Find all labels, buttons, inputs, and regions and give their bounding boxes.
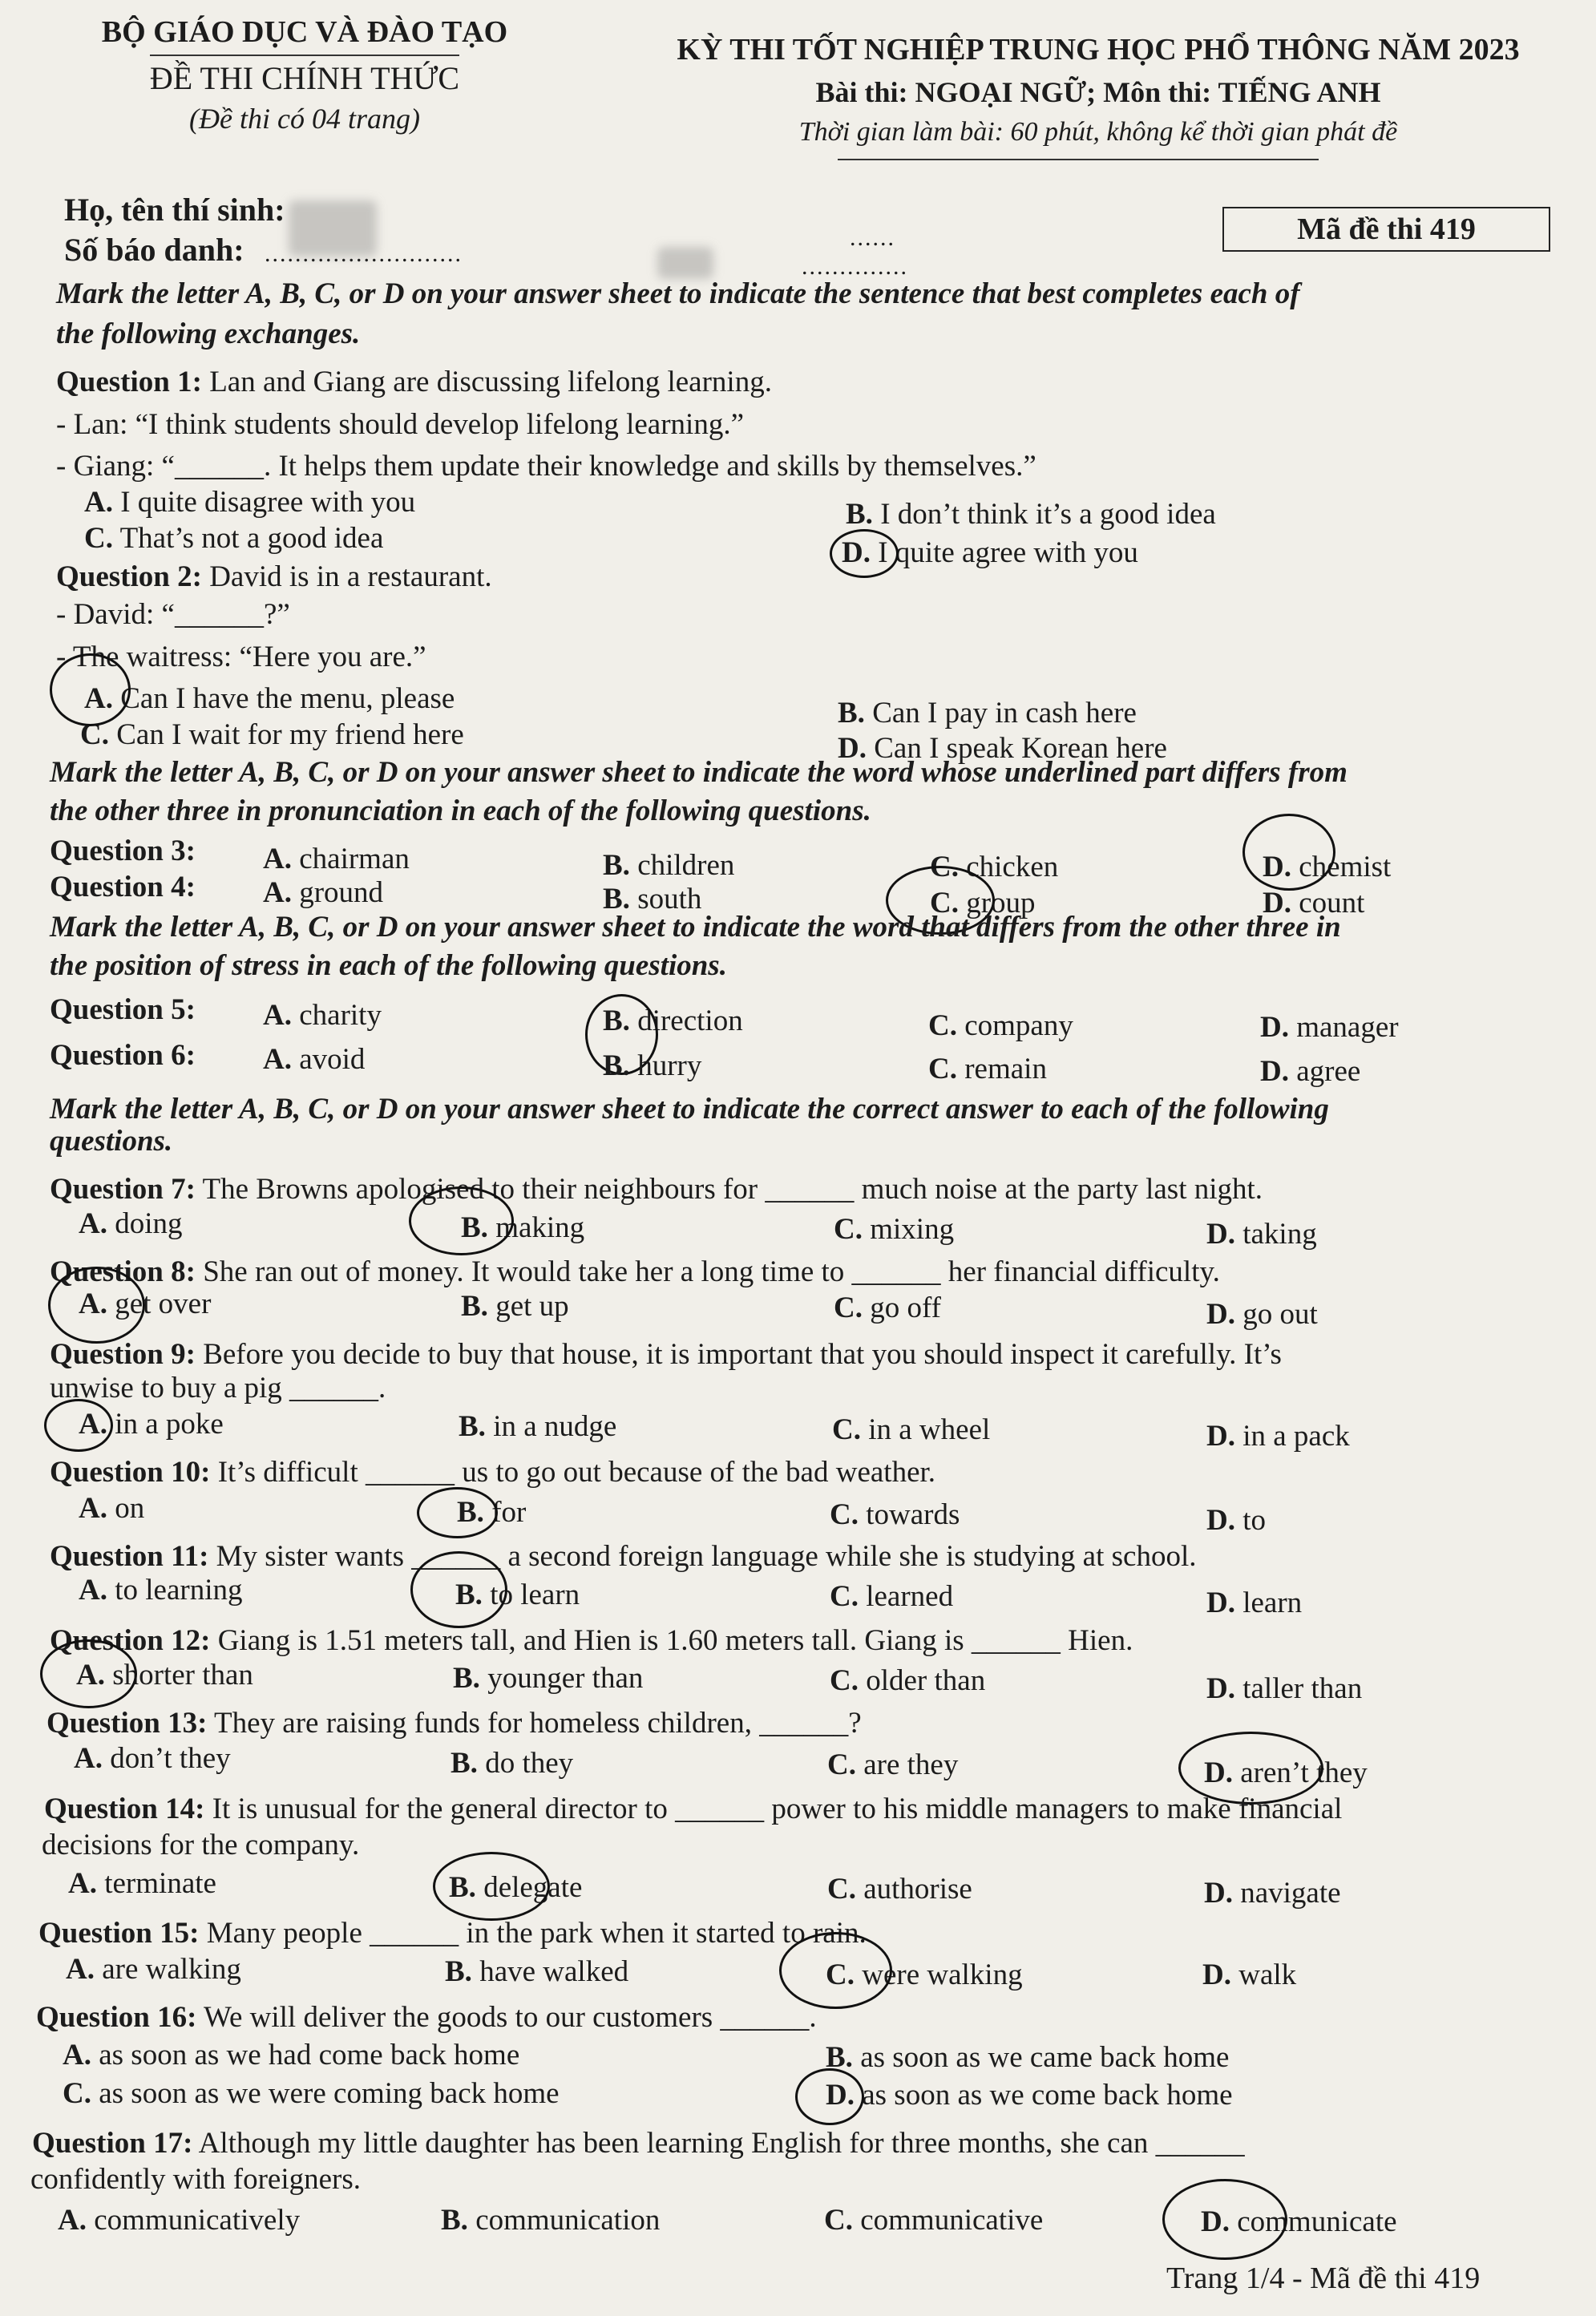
option-text: were walking	[862, 1958, 1023, 1991]
option-letter: D.	[1202, 1958, 1231, 1991]
question-number: Question 16:	[36, 2001, 197, 2034]
option-b[interactable]	[603, 848, 734, 883]
option-letter: D.	[1260, 1011, 1289, 1044]
option-c[interactable]	[830, 1663, 985, 1698]
option-text: get over	[115, 1287, 212, 1320]
option-text: I don’t think it’s a good idea	[880, 498, 1216, 531]
option-text: do they	[485, 1747, 574, 1780]
section-2-instruction: Mark the letter A, B, C, or D on your answer sheet to indicate the word whose underlined part differs from	[50, 756, 1348, 789]
option-c[interactable]	[824, 2203, 1043, 2237]
answer-mark-circle	[1242, 814, 1335, 891]
option-text: taller than	[1242, 1672, 1363, 1705]
option-text: Can I speak Korean here	[874, 732, 1167, 765]
option-text: I quite disagree with you	[120, 486, 416, 519]
option-a[interactable]	[79, 1491, 144, 1526]
option-a[interactable]	[66, 1952, 241, 1987]
section-1-instruction: Mark the letter A, B, C, or D on your answer sheet to indicate the sentence that best completes each of	[56, 277, 1300, 310]
option-letter: A.	[79, 1574, 107, 1607]
option-a[interactable]	[58, 2203, 300, 2237]
question-number: Question 10:	[50, 1456, 211, 1489]
option-letter: B.	[838, 697, 865, 730]
option-letter: C.	[80, 718, 109, 751]
question-13	[46, 1706, 862, 1740]
answer-mark-circle	[1162, 2179, 1287, 2260]
option-letter: B.	[441, 2204, 468, 2237]
option-text: don’t they	[110, 1742, 231, 1775]
option-letter: A.	[79, 1492, 107, 1525]
option-letter: A.	[84, 682, 113, 715]
section-1-instruction-cont: the following exchanges.	[56, 317, 361, 350]
option-a[interactable]	[63, 2038, 519, 2072]
option-letter: D.	[1263, 851, 1291, 883]
option-b[interactable]	[451, 1746, 573, 1780]
option-letter: B.	[826, 2041, 853, 2074]
option-letter: C.	[834, 1213, 863, 1246]
question-text: It’s difficult ______ us to go out because of the bad weather.	[210, 1456, 936, 1489]
exam-type: ĐỀ THI CHÍNH THỨC	[150, 55, 459, 97]
option-letter: C.	[827, 1748, 856, 1781]
option-d[interactable]	[1206, 1586, 1302, 1620]
option-letter: C.	[830, 1664, 859, 1697]
option-letter: B.	[461, 1211, 488, 1244]
option-a[interactable]	[263, 842, 410, 876]
option-letter: D.	[1201, 2205, 1230, 2238]
question-text: We will deliver the goods to our customers ______.	[196, 2001, 817, 2034]
option-text: get up	[495, 1290, 569, 1323]
question-11	[50, 1539, 1196, 1574]
question-9-cont: unwise to buy a pig ______.	[50, 1372, 386, 1405]
option-text: Can I pay in cash here	[872, 697, 1137, 730]
option-text: as soon as we come back home	[862, 2079, 1233, 2112]
option-letter: A.	[66, 1953, 95, 1986]
question-2-line-2: - The waitress: “Here you are.”	[56, 641, 426, 673]
option-text: mixing	[870, 1213, 955, 1246]
option-letter: D.	[1206, 1586, 1235, 1619]
question-5	[50, 992, 196, 1027]
redacted-field-2	[657, 247, 713, 279]
option-letter: A.	[74, 1742, 103, 1775]
question-1-line-2: - Giang: “______. It helps them update their knowledge and skills by themselves.”	[56, 450, 1036, 483]
question-2	[56, 560, 492, 594]
question-text: My sister wants ______ a second foreign language while she is studying at school.	[208, 1540, 1197, 1573]
option-c[interactable]	[63, 2076, 560, 2111]
option-text: group	[966, 887, 1036, 920]
option-letter: A.	[79, 1287, 107, 1320]
answer-mark-circle	[44, 1399, 113, 1452]
option-text: Can I have the menu, please	[120, 682, 455, 715]
option-text: avoid	[299, 1043, 366, 1076]
redacted-field	[289, 200, 377, 257]
option-a[interactable]	[263, 998, 382, 1033]
option-letter: C.	[930, 887, 959, 920]
option-c[interactable]	[827, 1872, 972, 1906]
question-17-cont: confidently with foreigners.	[30, 2163, 362, 2196]
question-number: Question 2:	[56, 560, 202, 593]
option-a[interactable]	[79, 1207, 183, 1241]
option-text: remain	[964, 1053, 1047, 1085]
answer-mark-circle	[830, 529, 899, 578]
option-c[interactable]	[84, 521, 383, 556]
question-text: Giang is 1.51 meters tall, and Hien is 1.60 meters tall. Giang is ______ Hien.	[210, 1624, 1133, 1657]
question-text: It is unusual for the general director to ______ power to his middle managers to make financial	[204, 1793, 1343, 1825]
option-letter: A.	[263, 999, 292, 1032]
option-letter: B.	[455, 1578, 483, 1611]
option-letter: A.	[68, 1867, 97, 1900]
answer-mark-circle	[409, 1186, 514, 1255]
option-d[interactable]	[1206, 1419, 1350, 1453]
question-number: Question 1:	[56, 366, 202, 398]
option-letter: C.	[826, 1958, 855, 1991]
answer-mark-circle	[48, 1267, 145, 1344]
page-footer: Trang 1/4 - Mã đề thi 419	[1166, 2261, 1481, 2295]
option-text: in a wheel	[868, 1413, 991, 1446]
option-b[interactable]	[445, 1954, 628, 1989]
time-line: Thời gian làm bài: 60 phút, không kể thời gian phát đề	[798, 117, 1398, 147]
option-d[interactable]	[1260, 1054, 1360, 1089]
option-letter: D.	[1206, 1420, 1235, 1453]
option-text: as soon as we came back home	[860, 2041, 1230, 2074]
option-letter: B.	[603, 1049, 630, 1082]
question-12	[50, 1623, 1133, 1658]
option-text: I quite agree with you	[878, 536, 1138, 569]
option-letter: C.	[930, 851, 959, 883]
question-10	[50, 1455, 935, 1489]
answer-mark-circle	[795, 2068, 864, 2125]
option-text: communicative	[860, 2204, 1044, 2237]
dots-right: ..............	[802, 253, 908, 280]
option-letter: A.	[84, 486, 113, 519]
option-letter: D.	[826, 2079, 855, 2112]
question-number: Question 7:	[50, 1173, 196, 1206]
header-left	[48, 14, 561, 135]
option-text: charity	[299, 999, 382, 1032]
option-d[interactable]	[1204, 1876, 1341, 1910]
exam-title: KỲ THI TỐT NGHIỆP TRUNG HỌC PHỔ THÔNG NĂM 2023	[677, 33, 1520, 67]
question-number: Question 8:	[50, 1255, 196, 1288]
option-c[interactable]	[827, 1748, 958, 1782]
question-text: They are raising funds for homeless children, ______?	[207, 1707, 862, 1740]
option-letter: B.	[461, 1290, 488, 1323]
option-text: company	[964, 1009, 1073, 1042]
option-text: direction	[637, 1004, 743, 1037]
option-text: as soon as we had come back home	[99, 2039, 520, 2071]
option-text: are they	[863, 1748, 959, 1781]
option-text: taking	[1242, 1218, 1317, 1251]
option-text: in a poke	[115, 1408, 224, 1441]
question-15	[38, 1916, 867, 1950]
option-letter: C.	[928, 1009, 957, 1042]
option-b[interactable]	[603, 1049, 701, 1083]
question-number: Question 17:	[32, 2127, 193, 2160]
question-1-line-1: - Lan: “I think students should develop lifelong learning.”	[56, 408, 744, 441]
option-letter: B.	[457, 1496, 484, 1529]
header-rule	[838, 159, 1319, 160]
ministry-name: BỘ GIÁO DỤC VÀ ĐÀO TẠO	[101, 15, 508, 49]
option-letter: D.	[1206, 1218, 1235, 1251]
option-text: to	[1242, 1504, 1267, 1537]
option-letter: B.	[451, 1747, 478, 1780]
option-c[interactable]	[830, 1498, 960, 1532]
option-letter: D.	[1206, 1504, 1235, 1537]
option-letter: C.	[63, 2077, 91, 2110]
option-b[interactable]	[846, 497, 1216, 532]
option-letter: A.	[263, 876, 292, 909]
option-letter: D.	[1204, 1756, 1233, 1789]
option-text: south	[637, 883, 702, 915]
option-a[interactable]	[263, 1042, 365, 1077]
option-d[interactable]	[1206, 1671, 1362, 1706]
option-c[interactable]	[928, 1008, 1073, 1043]
option-text: for	[491, 1496, 527, 1529]
question-number: Question 9:	[50, 1338, 196, 1371]
option-a[interactable]	[263, 875, 383, 910]
option-b[interactable]	[838, 696, 1137, 730]
question-number: Question 13:	[46, 1707, 208, 1740]
question-text: Although my little daughter has been learning English for three months, she can ______	[192, 2127, 1245, 2160]
question-4	[50, 870, 196, 904]
option-letter: D.	[838, 732, 867, 765]
option-letter: C.	[834, 1291, 863, 1324]
option-a[interactable]	[68, 1866, 216, 1901]
option-text: making	[495, 1211, 585, 1244]
option-letter: A.	[263, 1043, 292, 1076]
question-2-line-1: - David: “______?”	[56, 598, 290, 631]
option-c[interactable]	[80, 717, 464, 752]
option-text: aren’t they	[1240, 1756, 1368, 1789]
option-text: to learning	[115, 1574, 243, 1607]
question-text: Many people ______ in the park when it started to rain.	[199, 1917, 867, 1950]
question-14	[44, 1792, 1342, 1826]
question-number: Question 4:	[50, 871, 196, 903]
option-b[interactable]	[453, 1661, 643, 1696]
option-d[interactable]	[1260, 1010, 1399, 1045]
option-text: count	[1299, 887, 1365, 920]
answer-mark-circle	[410, 1551, 507, 1628]
page-count-note: (Đề thi có 04 trang)	[189, 103, 420, 135]
option-text: communicate	[1237, 2205, 1397, 2238]
question-9	[50, 1337, 1282, 1372]
option-text: agree	[1296, 1055, 1361, 1088]
option-letter: C.	[824, 2204, 853, 2237]
option-a[interactable]	[79, 1573, 243, 1607]
dots-mid: ......	[850, 224, 895, 251]
option-c[interactable]	[832, 1413, 990, 1447]
question-text: She ran out of money. It would take her a long time to ______ her financial difficulty.	[195, 1255, 1220, 1288]
header-right	[625, 32, 1571, 148]
option-b[interactable]	[826, 2040, 1229, 2075]
option-text: go off	[870, 1291, 941, 1324]
question-14-cont: decisions for the company.	[42, 1829, 360, 1861]
option-c[interactable]	[834, 1291, 941, 1325]
option-letter: C.	[830, 1580, 859, 1613]
answer-mark-circle	[417, 1487, 498, 1538]
option-text: communicatively	[94, 2204, 301, 2237]
option-text: towards	[866, 1498, 960, 1531]
option-letter: D.	[842, 536, 871, 569]
option-text: hurry	[637, 1049, 702, 1082]
option-text: go out	[1242, 1298, 1318, 1331]
option-letter: A.	[79, 1408, 107, 1441]
answer-mark-circle	[433, 1852, 550, 1921]
option-text: That’s not a good idea	[119, 522, 384, 555]
option-text: communication	[475, 2204, 661, 2237]
option-text: ground	[299, 876, 384, 909]
question-17	[32, 2126, 1245, 2160]
section-3-instruction: Mark the letter A, B, C, or D on your answer sheet to indicate the word that differs from the other three in	[50, 911, 1341, 944]
option-letter: B.	[445, 1955, 472, 1988]
option-d[interactable]	[1206, 1297, 1318, 1332]
option-c[interactable]	[928, 1052, 1047, 1086]
option-letter: C.	[84, 522, 113, 555]
section-2-instruction-cont: the other three in pronunciation in each of the following questions.	[50, 794, 871, 827]
option-letter: B.	[603, 849, 630, 882]
option-d[interactable]	[1206, 1503, 1266, 1538]
option-b[interactable]	[461, 1289, 569, 1324]
option-d[interactable]	[1206, 1217, 1317, 1251]
option-b[interactable]	[459, 1409, 616, 1444]
section-4-instruction: Mark the letter A, B, C, or D on your answer sheet to indicate the correct answer to each of the following	[50, 1093, 1329, 1126]
option-letter: D.	[1206, 1672, 1235, 1705]
option-text: learned	[866, 1580, 954, 1613]
candidate-name-label: Họ, tên thí sinh:	[64, 192, 285, 228]
option-d[interactable]	[826, 2078, 1233, 2112]
option-text: navigate	[1240, 1877, 1341, 1910]
candidate-id-label: Số báo danh:	[64, 232, 244, 268]
option-letter: D.	[1260, 1055, 1289, 1088]
option-text: shorter than	[112, 1659, 253, 1692]
option-text: on	[115, 1492, 145, 1525]
question-number: Question 14:	[44, 1793, 205, 1825]
exam-code-box: Mã đề thi 419	[1222, 207, 1550, 252]
option-text: younger than	[487, 1662, 644, 1695]
option-letter: C.	[928, 1053, 957, 1085]
option-letter: A.	[76, 1659, 105, 1692]
option-text: in a pack	[1242, 1420, 1350, 1453]
option-letter: A.	[79, 1207, 107, 1240]
option-text: authorise	[863, 1873, 972, 1906]
question-number: Question 11:	[50, 1540, 209, 1573]
option-a[interactable]	[84, 485, 415, 519]
option-text: learn	[1242, 1586, 1303, 1619]
answer-mark-circle	[50, 653, 131, 726]
question-16	[36, 2000, 817, 2035]
option-text: children	[637, 849, 735, 882]
question-number: Question 12:	[50, 1624, 211, 1657]
option-c[interactable]	[830, 1579, 953, 1614]
option-text: chairman	[299, 843, 410, 875]
option-text: as soon as we were coming back home	[99, 2077, 560, 2110]
option-a[interactable]	[74, 1741, 231, 1776]
option-letter: B.	[453, 1662, 480, 1695]
question-number: Question 5:	[50, 993, 196, 1026]
option-a[interactable]	[84, 681, 455, 716]
question-number: Question 3:	[50, 835, 196, 867]
section-4-instruction-cont: questions.	[50, 1125, 173, 1158]
option-letter: C.	[832, 1413, 861, 1446]
question-text: Lan and Giang are discussing lifelong learning.	[201, 366, 772, 398]
option-letter: D.	[1263, 887, 1291, 920]
question-7	[50, 1172, 1263, 1207]
option-letter: A.	[58, 2204, 87, 2237]
question-text: David is in a restaurant.	[201, 560, 492, 593]
option-letter: D.	[1204, 1877, 1233, 1910]
subject-line: Bài thi: NGOẠI NGỮ; Môn thi: TIẾNG ANH	[815, 76, 1381, 108]
option-letter: C.	[827, 1873, 856, 1906]
option-d[interactable]	[1202, 1958, 1296, 1992]
question-text: Before you decide to buy that house, it is important that you should inspect it carefully. It’s	[195, 1338, 1282, 1371]
question-number: Question 6:	[50, 1039, 196, 1072]
option-text: Can I wait for my friend here	[116, 718, 464, 751]
question-3	[50, 834, 196, 868]
option-letter: C.	[830, 1498, 859, 1531]
question-8	[50, 1255, 1220, 1289]
option-letter: B.	[459, 1410, 486, 1443]
section-3-instruction-cont: the position of stress in each of the following questions.	[50, 949, 727, 982]
option-c[interactable]	[834, 1212, 954, 1247]
option-text: have walked	[479, 1955, 629, 1988]
candidate-id-dots: ..........................	[265, 240, 463, 267]
question-6	[50, 1038, 196, 1073]
option-letter: D.	[1206, 1298, 1235, 1331]
option-b[interactable]	[441, 2203, 660, 2237]
question-1	[56, 365, 772, 399]
option-text: chemist	[1299, 851, 1392, 883]
option-text: to learn	[490, 1578, 580, 1611]
option-text: terminate	[104, 1867, 216, 1900]
option-text: delegate	[483, 1871, 583, 1904]
option-letter: B.	[846, 498, 873, 531]
answer-mark-circle	[779, 1932, 892, 2009]
option-letter: A.	[63, 2039, 91, 2071]
question-number: Question 15:	[38, 1917, 200, 1950]
option-text: doing	[115, 1207, 183, 1240]
option-text: chicken	[966, 851, 1059, 883]
option-text: manager	[1296, 1011, 1399, 1044]
option-text: are walking	[102, 1953, 241, 1986]
answer-mark-circle	[40, 1639, 137, 1708]
option-letter: B.	[603, 1004, 630, 1037]
question-text: The Browns apologised to their neighbours for ______ much noise at the party last night.	[195, 1173, 1263, 1206]
option-text: older than	[866, 1664, 986, 1697]
option-letter: B.	[603, 883, 630, 915]
option-text: in a nudge	[493, 1410, 617, 1443]
option-text: walk	[1238, 1958, 1297, 1991]
option-letter: A.	[263, 843, 292, 875]
option-letter: B.	[449, 1871, 476, 1904]
